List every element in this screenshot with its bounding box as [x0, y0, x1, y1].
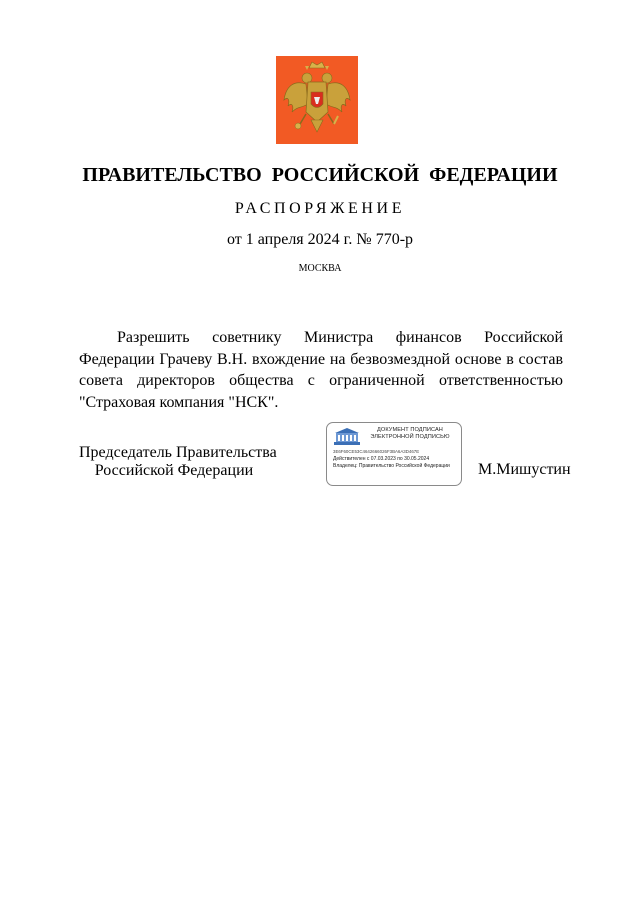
stamp-owner: Владелец: Правительство Российской Федерации	[333, 463, 450, 469]
stamp-title-line2: ЭЛЕКТРОННОЙ ПОДПИСЬЮ	[370, 434, 450, 440]
decree-body-text: Разрешить советнику Министра финансов Российской Федерации Грачеву В.Н. вхождение на безвозмездной основе в состав совета директоров общества с ограниченной ответственностью "Страховая компания "НСК".	[79, 329, 563, 411]
document-date-number: от 1 апреля 2024 г. № 770-р	[226, 231, 414, 248]
stamp-validity: Действителен с 07.03.2023 по 30.05.2024	[333, 456, 430, 462]
government-title: ПРАВИТЕЛЬСТВО РОССИЙСКОЙ ФЕДЕРАЦИИ	[82, 164, 558, 186]
stamp-title	[361, 427, 459, 441]
stamp-title-line1: ДОКУМЕНТ ПОДПИСАН	[377, 427, 443, 433]
signatory-name: М.Мишустин	[478, 461, 571, 478]
coat-of-arms-icon	[276, 56, 358, 144]
electronic-signature-stamp	[326, 422, 462, 486]
signatory-position	[79, 444, 277, 480]
signatory-position-line1: Председатель Правительства	[79, 444, 277, 461]
stamp-serial: 3E6F60CE53C4642666026F3BA6A3D467E	[333, 449, 420, 454]
signatory-position-line2: Российской Федерации	[94, 462, 254, 479]
government-building-icon	[334, 427, 360, 445]
document-type: РАСПОРЯЖЕНИЕ	[234, 200, 406, 217]
document-city: МОСКВА	[298, 263, 342, 274]
